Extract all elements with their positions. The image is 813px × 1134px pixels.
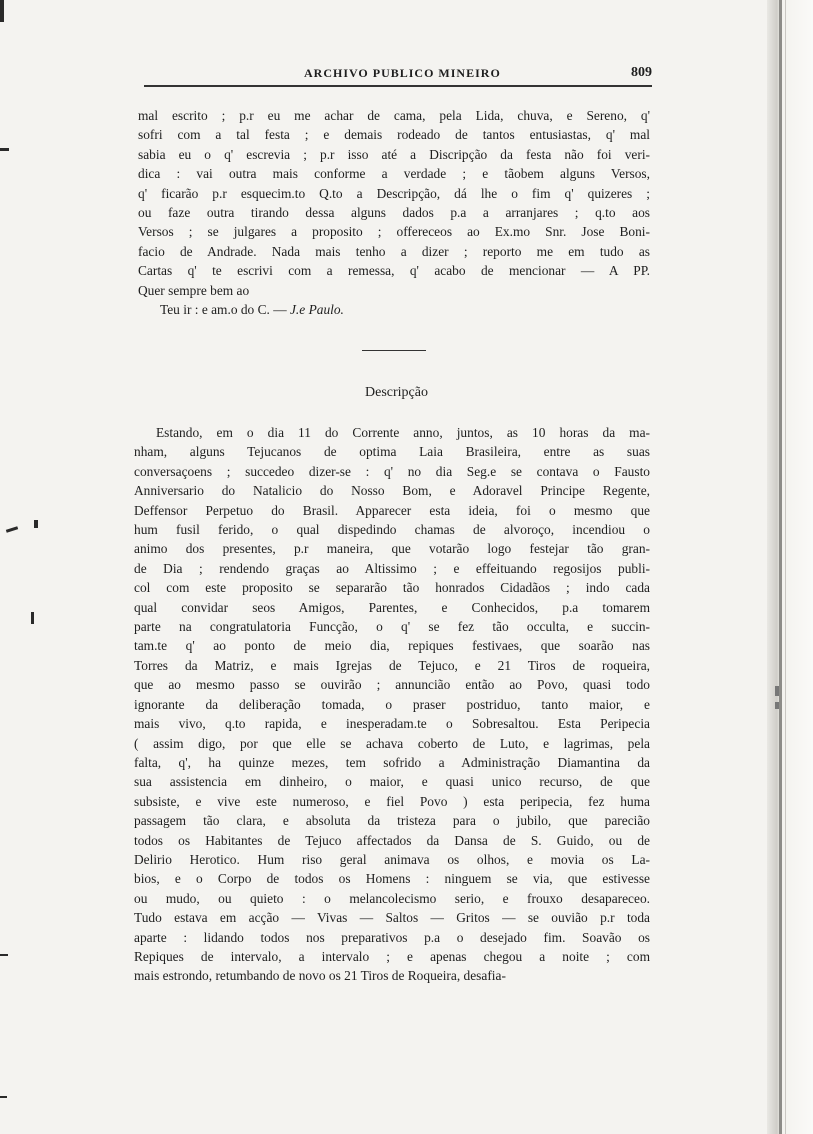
text-line: mais estrondo, retumbando de novo os 21 Tiros de Roqueira, desafia- [134, 968, 506, 984]
text-line: ( assim digo, por que elle se achava coberto de Luto, e lagrimas, pela [134, 735, 650, 751]
text-line: facio de Andrade. Nada mais tenho a dizer ; reporto me em tudo as [138, 243, 650, 259]
running-header [144, 66, 652, 82]
section-title: Descripção [365, 385, 428, 400]
section-divider [362, 350, 426, 351]
text-line: que ao mesmo passo se ouvirão ; annuncião então ao Povo, quasi todo [134, 677, 650, 693]
text-line: mal escrito ; p.r eu me achar de cama, pela Lida, chuva, e Sereno, q' [138, 108, 650, 123]
text-line: Estando, em o dia 11 do Corrente anno, juntos, as 10 horas da ma- [156, 425, 650, 440]
header-rule [144, 85, 652, 87]
binding-rule-thin [785, 0, 786, 1134]
journal-title: ARCHIVO PUBLICO MINEIRO [304, 66, 501, 80]
text-line: qual convidar seos Amigos, Parentes, e Conhecidos, p.a tomarem [134, 599, 650, 615]
text-line: sofri com a tal festa ; e demais rodeado de tantos entusiastas, q' mal [138, 127, 650, 143]
scan-mark [0, 1096, 7, 1098]
text-line: ou faze outra tirando dessa alguns dados p.a a arranjares ; q.to aos [138, 205, 650, 221]
description-text [134, 423, 650, 986]
text-line: nham, alguns Tejucanos de optima Laia Brasileira, entre as suas [134, 444, 650, 460]
text-line: Repiques de intervalo, a intervalo ; e apenas chegou a noite ; com [134, 948, 650, 964]
text-line: bios, e o Corpo de todos os Homens : ninguem se via, que estivesse [134, 871, 650, 887]
text-line: subsiste, e vive este numeroso, e fiel Povo ) esta peripecia, fez huma [134, 793, 650, 809]
text-line: falta, q', ha quinze mezes, tem sofrido a Administração Diamantina da [134, 754, 650, 770]
text-line: aparte : lidando todos nos preparativos p.a o desejado fim. Soavão os [134, 929, 650, 945]
letter-text [138, 106, 650, 300]
page-gutter [767, 0, 813, 1134]
text-line: Deffensor Perpetuo do Brasil. Apparecer esta ideia, foi o mesmo que [134, 502, 650, 518]
text-line: ou mudo, ou quieto : o melancolecismo serio, e frouxo desapareceo. [134, 890, 650, 906]
text-line: Tudo estava em acção — Vivas — Saltos — Gritos — se ouvião p.r toda [134, 910, 650, 926]
text-line: todos os Habitantes de Tejuco affectados da Dansa de S. Guido, ou de [134, 832, 650, 848]
text-line: tam.te q' ao ponto de meio dia, repiques festivaes, que soarão nas [134, 638, 650, 654]
text-line: Delirio Herotico. Hum riso geral animava os olhos, e movia os La- [134, 851, 650, 867]
text-line: Cartas q' te escrivi com a remessa, q' acabo de mencionar — A PP. [138, 263, 650, 279]
text-line: de Dia ; rendendo graças ao Altissimo ; e effeituando regosijos publi- [134, 560, 650, 576]
text-line: mais vivo, q.to rapida, e inesperadam.te o Sobresaltou. Esta Peripecia [134, 716, 650, 732]
scan-mark [775, 686, 779, 696]
scan-mark [6, 526, 18, 533]
binding-rule [779, 0, 782, 1134]
text-line: sabia eu o q' escrevia ; p.r isso até a Discripção da festa não foi veri- [138, 146, 650, 162]
text-line: Versos ; se julgares a proposito ; offereceos ao Ex.mo Snr. Jose Boni- [138, 224, 650, 240]
signature-prefix: Teu ir : e am.o do C. — [160, 302, 287, 317]
text-line: Anniversario do Natalicio do Nosso Bom, e Adoravel Principe Regente, [134, 483, 650, 499]
text-line: ignorante da deliberação tomada, o praser postriduo, tanto maior, e [134, 696, 650, 712]
text-line: q' ficarão p.r esquecim.to Q.to a Descripção, dá lhe o fim q' quizeres ; [138, 185, 650, 201]
scan-mark [34, 520, 38, 528]
page-number: 809 [631, 65, 652, 80]
signature-name: J.e Paulo. [289, 302, 344, 317]
text-line: hum fusil ferido, o qual dispedindo chamas de alvoroço, incendiou o [134, 522, 650, 538]
text-line: animo dos presentes, p.r maneira, que votarão logo festejar tão gran- [134, 541, 650, 557]
text-line: Quer sempre bem ao [138, 282, 250, 298]
text-line: sua assistencia em dinheiro, o maior, e quasi unico recurso, de que [134, 774, 650, 790]
scan-mark [775, 702, 779, 709]
text-line: Torres da Matriz, e mais Igrejas de Tejuco, e 21 Tiros de roqueira, [134, 657, 650, 673]
scan-mark [0, 954, 8, 956]
scan-mark [0, 0, 4, 22]
scan-mark [0, 148, 9, 151]
signature-line [160, 302, 344, 318]
text-line: col com este proposito se separarão tão honrados Cidadãos ; indo cada [134, 580, 650, 596]
scan-mark [31, 612, 34, 624]
text-line: dica : vai outra mais conforme a verdade ; e tãobem alguns Versos, [138, 166, 650, 182]
text-line: conversaçoens ; succedeo dizer-se : q' no dia Seg.e se contava o Fausto [134, 463, 650, 479]
text-line: parte na congratulatoria Funcção, o q' se fez tão occulta, e succin- [134, 619, 650, 635]
text-line: passagem tão clara, e absoluta da tristeza para o jubilo, que parecião [134, 813, 650, 829]
